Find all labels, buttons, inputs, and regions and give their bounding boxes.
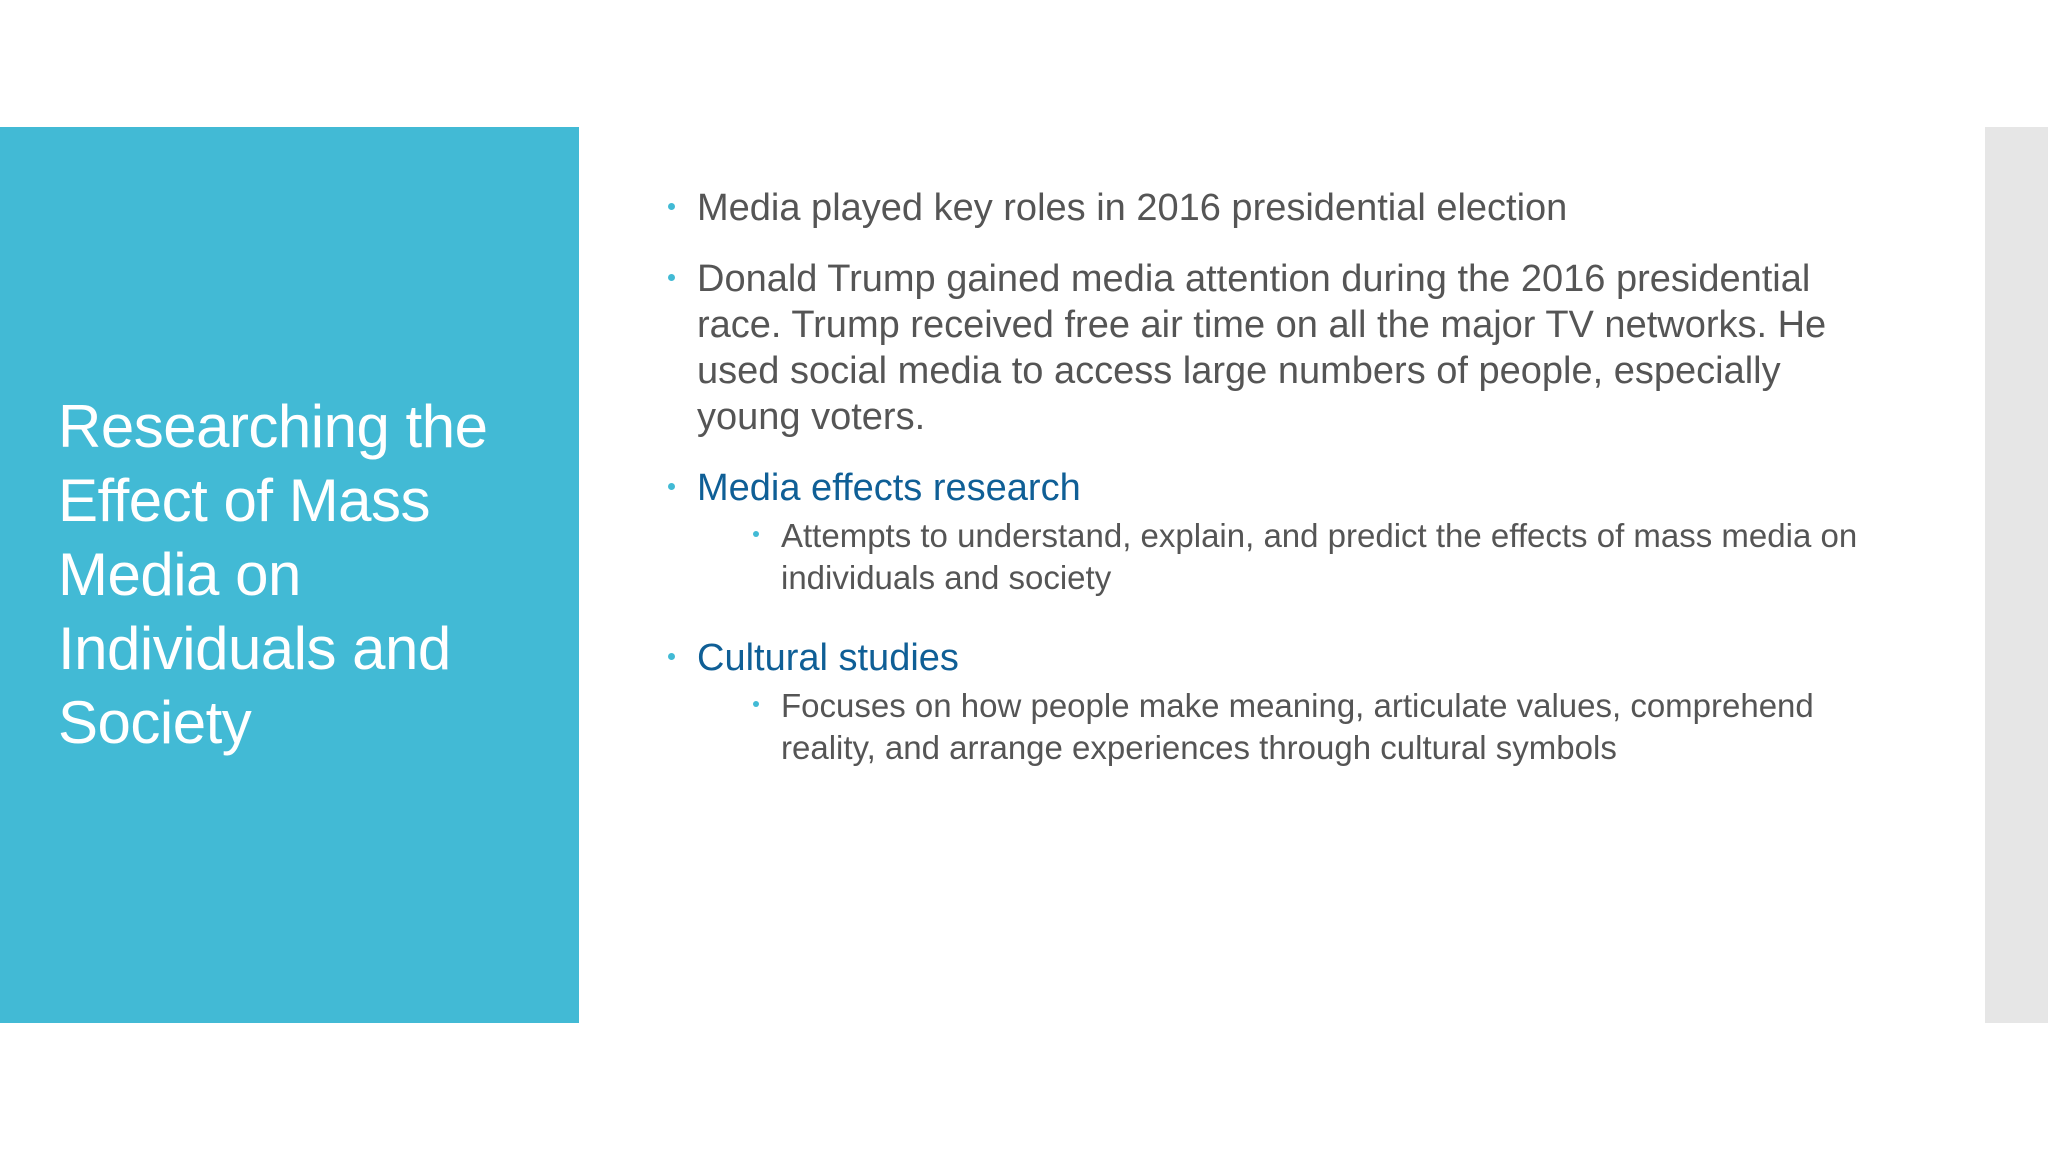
bullet-item bbox=[660, 465, 1860, 511]
bullet-item bbox=[660, 185, 1860, 231]
bullet-heading-cultural-studies: Cultural studies bbox=[697, 637, 959, 679]
sub-bullet-dot-icon bbox=[753, 531, 759, 537]
bullet-text: Donald Trump gained media attention during the 2016 presidential race. Trump received free air time on all the major TV networks. He used social media to access large numbers of people, especially young voters. bbox=[697, 258, 1827, 438]
bullet-list bbox=[660, 185, 1860, 769]
sub-bullet-item bbox=[660, 515, 1860, 599]
bullet-item bbox=[660, 256, 1860, 440]
right-edge-strip bbox=[1985, 127, 2048, 1023]
sub-bullet-text: Focuses on how people make meaning, articulate values, comprehend reality, and arrange experiences through cultural symbols bbox=[781, 687, 1814, 766]
bullet-heading-media-effects: Media effects research bbox=[697, 467, 1081, 509]
slide-title: Researching the Effect of Mass Media on Individuals and Society bbox=[58, 393, 488, 756]
bullet-text: Media played key roles in 2016 presidential election bbox=[697, 187, 1568, 229]
sub-bullet-item bbox=[660, 685, 1860, 769]
bullet-dot-icon bbox=[668, 483, 675, 490]
bullet-dot-icon bbox=[668, 653, 675, 660]
bullet-dot-icon bbox=[668, 274, 675, 281]
bullet-dot-icon bbox=[668, 203, 675, 210]
bullet-item bbox=[660, 635, 1860, 681]
sub-bullet-text: Attempts to understand, explain, and predict the effects of mass media on individuals and society bbox=[781, 517, 1858, 596]
sub-bullet-dot-icon bbox=[753, 701, 759, 707]
